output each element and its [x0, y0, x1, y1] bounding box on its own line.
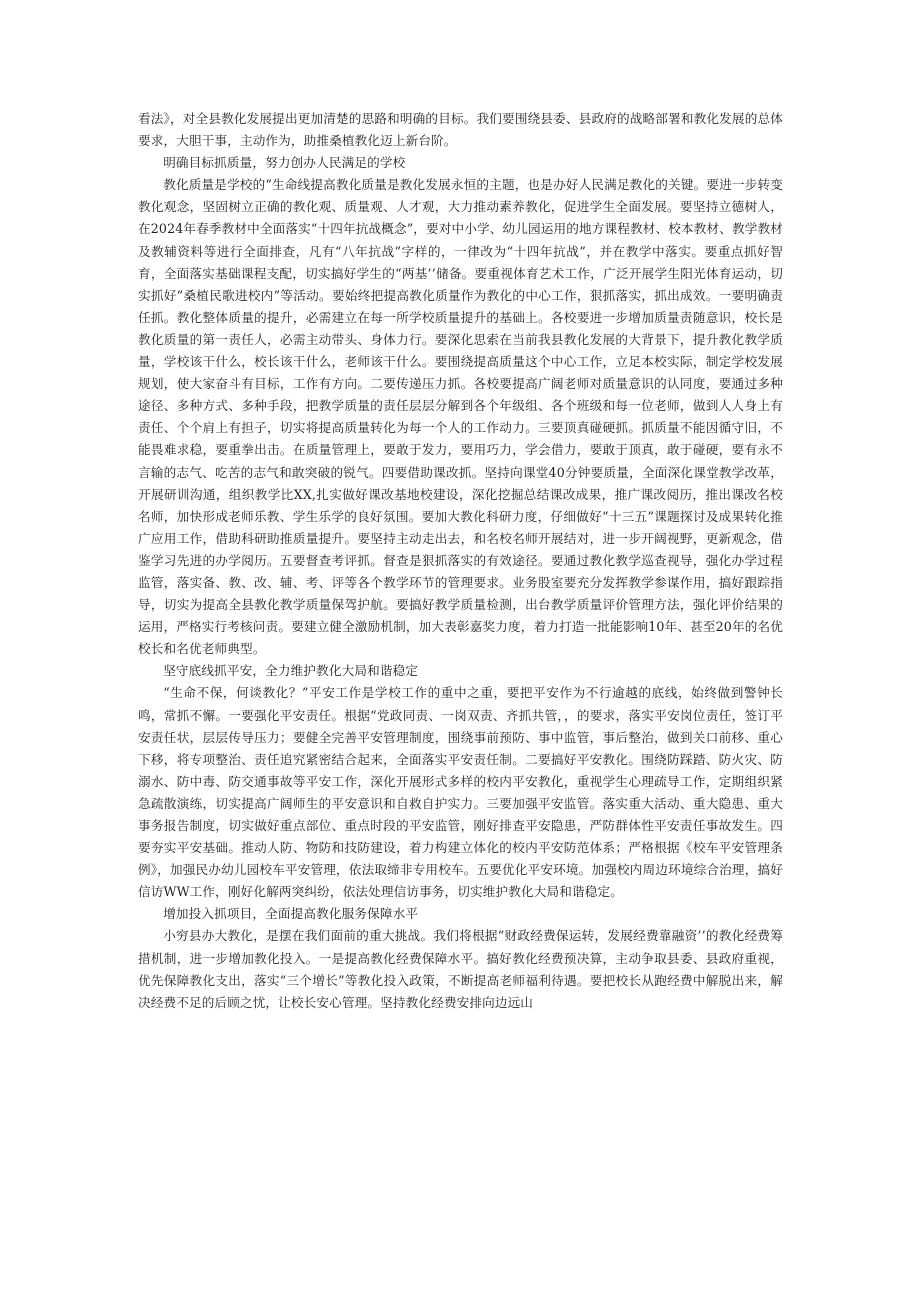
document-page — [138, 108, 783, 1014]
paragraph-safety: “生命不保，何谈教化？”平安工作是学校工作的重中之重，要把平安作为不行逾越的底线，始终做到警钟长鸣，常抓不懈。一要强化平安责任。根据“党政同责、一岗双责、齐抓共管，，的要求，落实平安岗位责任，签订平安责任状，层层传导压力；要健全完善平安管理制度，围绕事前预防、事中监管，事后整治，做到关口前移、重心下移，将专项整治、责任追究紧密结合起来，全面落实平安责任制。二要搞好平安教化。围绕防踩踏、防火灾、防溺水、防中毒、防交通事故等平安工作，深化开展形式多样的校内平安教化，重视学生心理疏导工作，定期组织紧急疏散演练，切实提高广阔师生的平安意识和自救自护实力。三要加强平安监管。落实重大活动、重大隐患、重大事务报告制度，切实做好重点部位、重点时段的平安监管，刚好排查平安隐患，严防群体性平安责任事故发生。四要夯实平安基础。推动人防、物防和技防建设，着力构建立体化的校内平安防范体系；严格根据《校车平安管理条例》，加强民办幼儿园校车平安管理，依法取缔非专用校车。五要优化平安环境。加强校内周边环境综合治理，搞好信访WW工作，刚好化解两突纠纷，依法处理信访事务，切实维护教化大局和谐稳定。 — [138, 685, 783, 900]
paragraph-quality: 教化质量是学校的“生命线提高教化质量是教化发展永恒的主题，也是办好人民满足教化的关键。要进一步转变教化观念，坚固树立正确的教化观、质量观、人才观，大力推动素养教化，促进学生全面发展。要坚持立德树人，在2024年春季教材中全面落实“十四年抗战概念”，要对中小学、幼儿园运用的地方课程教材、校本教材、教学教材及教辅资料等进行全面排查，凡有“八年抗战”字样的，一律改为“十四年抗战”，并在教学中落实。要重点抓好智育，全面落实基础课程支配，切实搞好学生的“两基’’储备。要重视体育艺术工作，广泛开展学生阳光体育运动，切实抓好“桑植民歌进校内”等活动。要始终把提高教化质量作为教化的中心工作，狠抓落实，抓出成效。一要明确责任抓。教化整体质量的提升，必需建立在每一所学校质量提升的基础上。各校要进一步增加质量责随意识，校长是教化质量的第一责任人，必需主动带头、身体力行。要深化思索在当前我县教化发展的大背景下，提升教化教学质量，学校该干什么，校长该干什么，老师该干什么。要围绕提高质量这个中心工作，立足本校实际，制定学校发展规划，使大家奋斗有目标，工作有方向。二要传递压力抓。各校要提高广阔老师对质量意识的认同度，要通过多种途径、多种方式、多种手段，把教学质量的责任层层分解到各个年级组、各个班级和每一位老师，做到人人身上有责任、个个肩上有担子，切实将提高质量转化为每一个人的工作动力。三要顶真碰硬抓。抓质量不能因循守旧，不能畏难求稳，要重拳出击。在质量管理上，要敢于发力，要用巧力，学会借力，要敢于顶真，敢于碰硬，要有永不言输的志气、吃苦的志气和敢突破的锐气。四要借助课改抓。坚持向课堂40分钟要质量，全面深化课堂教学改革，开展研训沟通，组织教学比XX,扎实做好课改基地校建设，深化挖掘总结课改成果，推广课改阅历，推出课改名校名师，加快形成老师乐教、学生乐学的良好氛围。要加大教化科研力度，仔细做好“十三五”课题探讨及成果转化推广应用工作，借助科研助推质量提升。要坚持主动走出去，和名校名师开展结对，进一步开阔视野，更新观念，借鉴学习先进的办学阅历。五要督查考评抓。督查是狠抓落实的有效途径。要通过教化教学巡查视导，强化办学过程监管，落实备、教、改、辅、考、评等各个教学环节的管理要求。业务股室要充分发挥教学参谋作用，搞好跟踪指导，切实为提高全县教化教学质量保驾护航。要搞好教学质量检测，出台教学质量评价管理方法，强化评价结果的运用，严格实行考核问责。要建立健全激励机制，加大表彰嘉奖力度，着力打造一批能影响10年、甚至20年的名优校长和名优老师典型。 — [138, 177, 783, 657]
paragraph-intro-continued: 看法》，对全县教化发展提出更加清楚的思路和明确的目标。我们要围绕县委、县政府的战略部署和教化发展的总体要求，大胆干事，主动作为，助推桑植教化迈上新台阶。 — [138, 111, 783, 149]
section-heading-investment: 增加投入抓项目，全面提高教化服务保障水平 — [163, 906, 419, 922]
section-heading-safety: 坚守底线抓平安，全力维护教化大局和谐稳定 — [163, 663, 419, 679]
section-heading-quality: 明确目标抓质量，努力创办人民满足的学校 — [163, 155, 406, 171]
paragraph-investment: 小穷县办大教化，是摆在我们面前的重大挑战。我们将根据“财政经费保运转，发展经费靠融资’’的教化经费筹措机制，进一步增加教化投入。一是提高教化经费保障水平。搞好教化经费预决算，主动争取县委、县政府重视，优先保障教化支出，落实“三个增长”等教化投入政策，不断提高老师福利待遇。要把校长从跑经费中解脱出来，解决经费不足的后顾之忧，让校长安心管理。坚持教化经费安排向边远山 — [138, 928, 783, 1010]
